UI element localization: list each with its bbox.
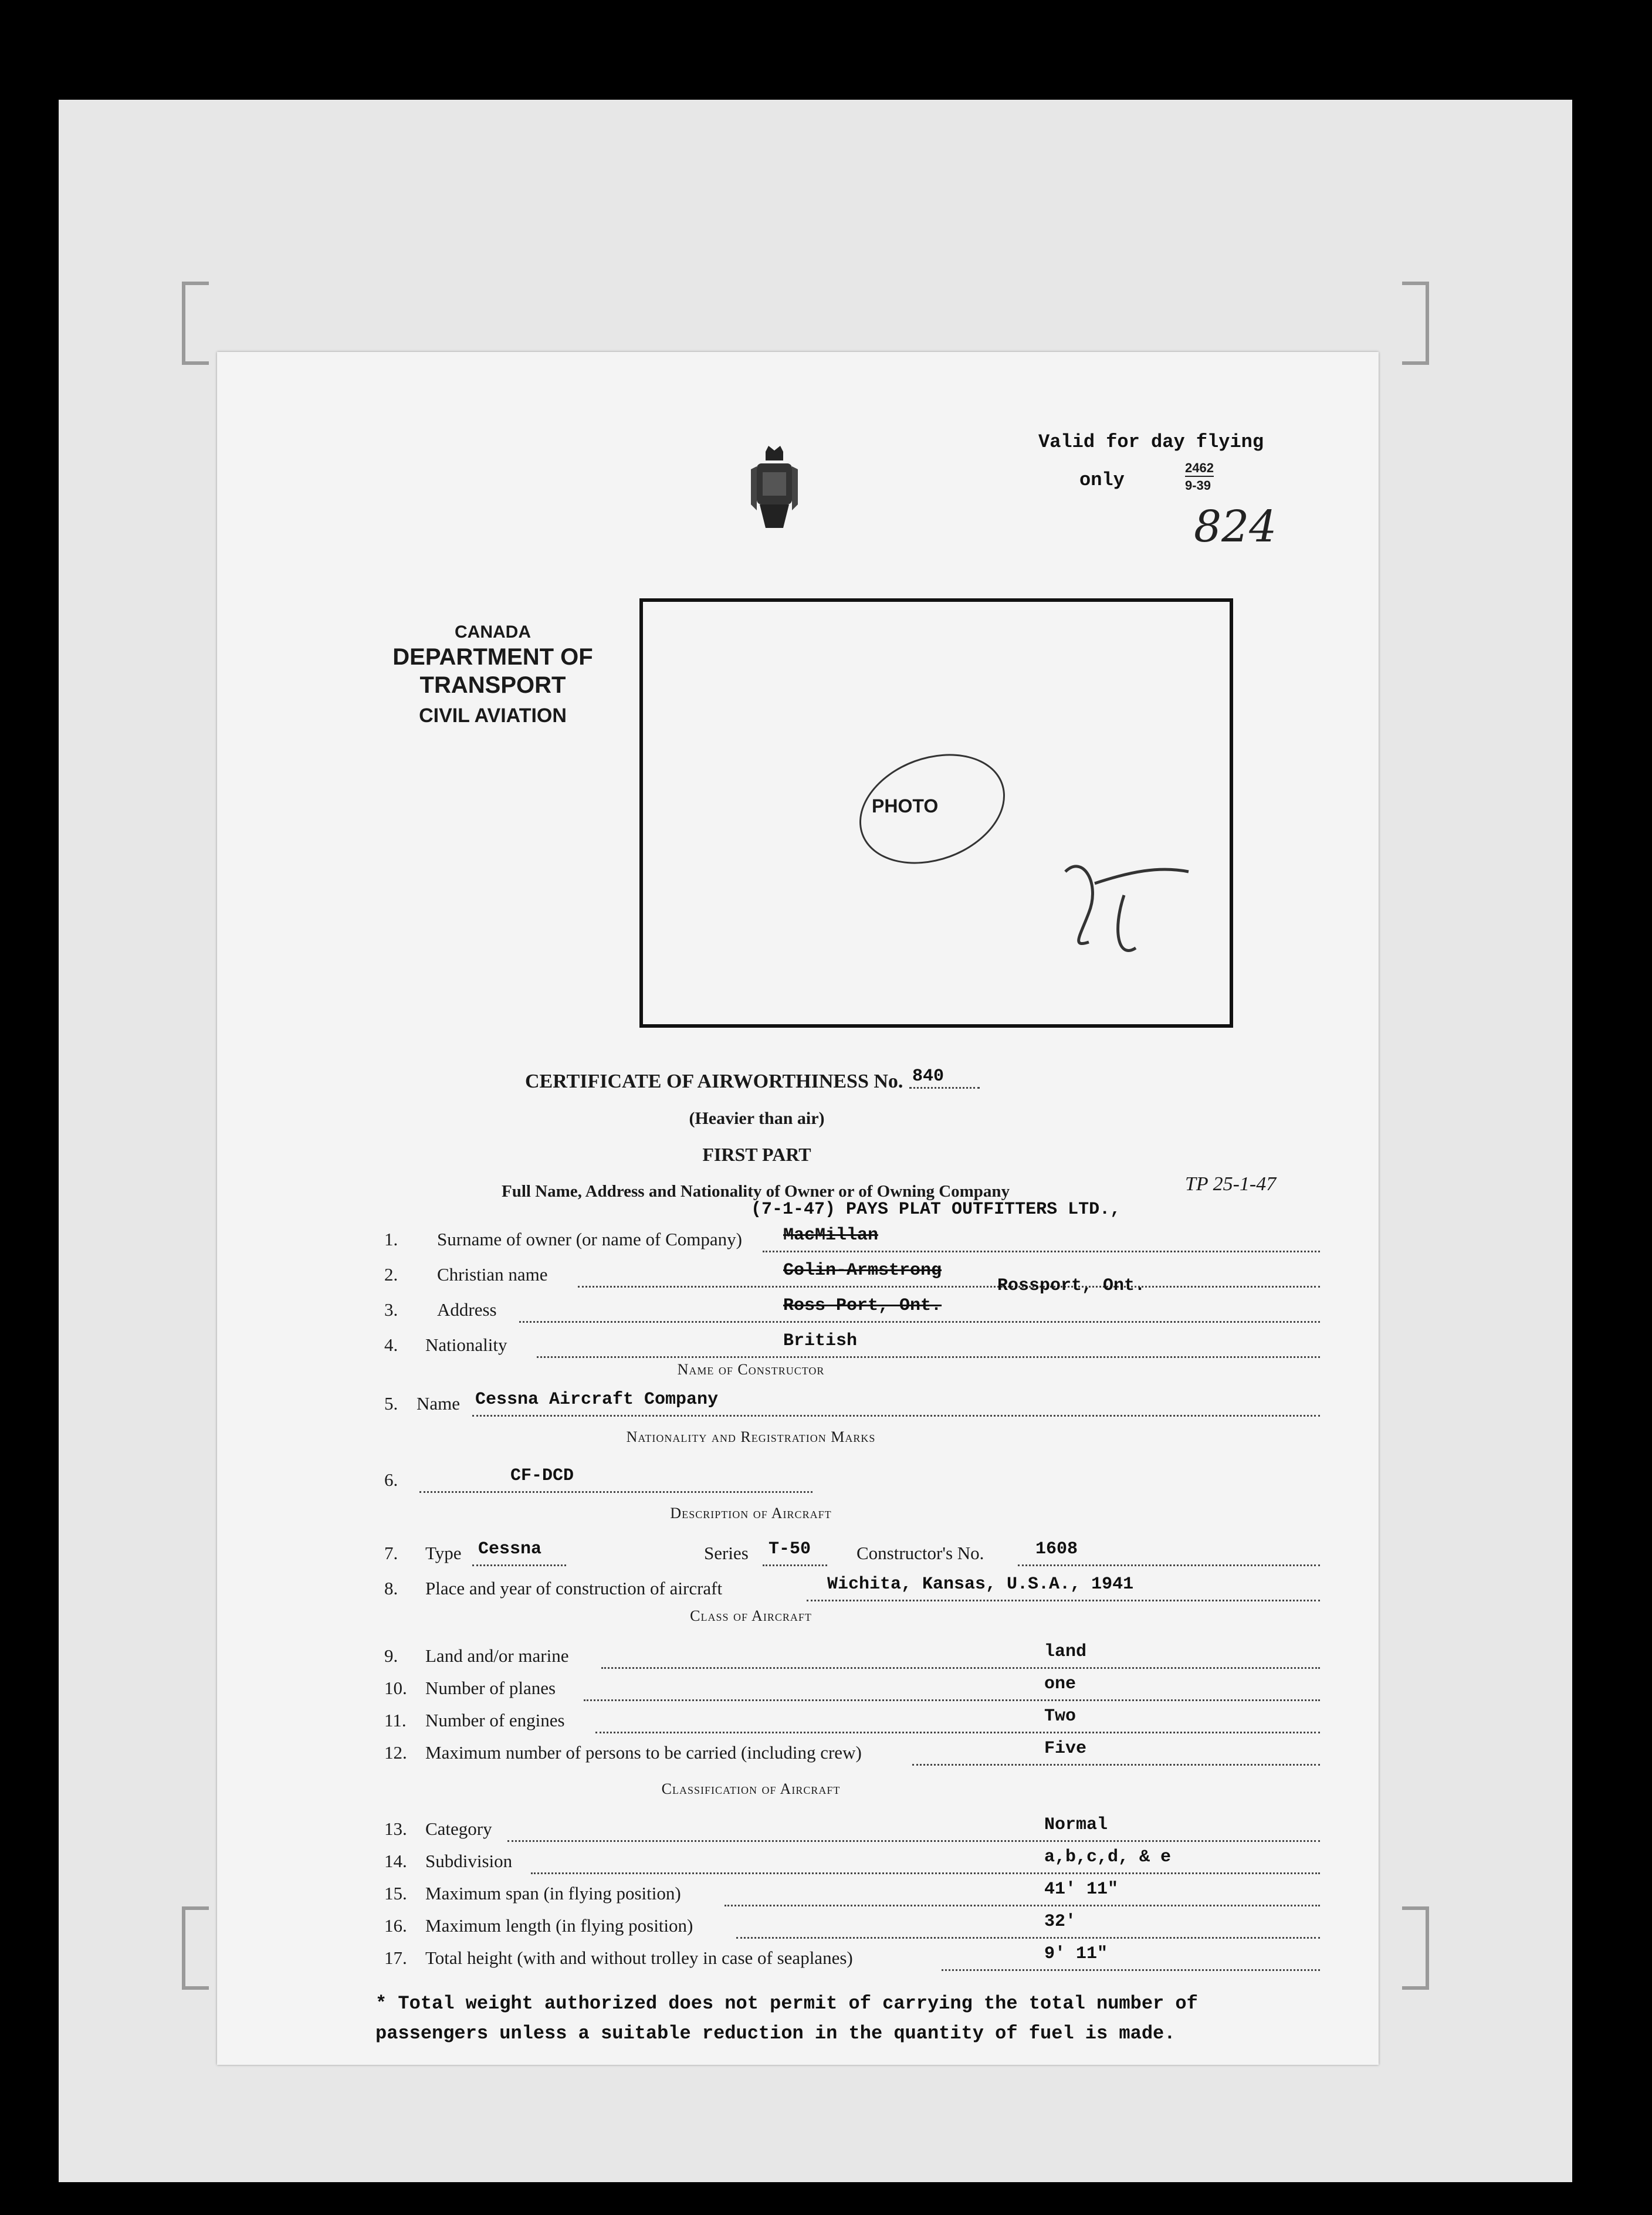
class-row-9 [384, 1642, 1323, 1672]
department-line2: TRANSPORT [419, 672, 566, 698]
form-number: 2462 [1185, 460, 1214, 477]
handwritten-initials [1048, 848, 1200, 966]
row-number: 9. [384, 1645, 398, 1666]
row-label: Name [417, 1393, 461, 1414]
department-header [370, 622, 616, 728]
land-marine-value: land [1044, 1642, 1087, 1662]
row-label: Place and year of construction of aircraft [425, 1578, 723, 1598]
dotted-line [537, 1356, 1320, 1358]
registration-row [384, 1466, 1323, 1496]
description-heading: Description of Aircraft [670, 1505, 832, 1522]
owner-update: (7-1-47) PAYS PLAT OUTFITTERS LTD., [751, 1200, 1121, 1220]
crop-mark-bottom-left [182, 1906, 209, 1990]
row-label: Surname of owner (or name of Company) [437, 1229, 742, 1249]
dotted-line [584, 1699, 1320, 1701]
length-value: 32' [1044, 1912, 1076, 1932]
royal-crest-icon [748, 446, 801, 534]
row-label: Land and/or marine [425, 1645, 569, 1666]
series-value: T-50 [769, 1539, 811, 1559]
classification-heading: Classification of Aircraft [661, 1780, 841, 1797]
crop-mark-top-left [182, 282, 209, 365]
row-number: 12. [384, 1742, 407, 1763]
weight-footnote [375, 1989, 1373, 2048]
dotted-line [763, 1564, 827, 1566]
dotted-line [942, 1969, 1320, 1971]
owner-heading: Full Name, Address and Nationality of Owner or of Owning Company [502, 1182, 1010, 1201]
dotted-line [736, 1937, 1320, 1939]
dotted-line [507, 1840, 1320, 1842]
footnote-line1: Total weight authorized does not permit of carrying the total number of [398, 1993, 1198, 2014]
persons-value: Five [1044, 1739, 1087, 1759]
dotted-line [472, 1564, 566, 1566]
row-number: 4. [384, 1335, 398, 1355]
certificate-title: CERTIFICATE OF AIRWORTHINESS No. [525, 1071, 903, 1092]
dotted-line [725, 1905, 1320, 1906]
certificate-document [217, 352, 1379, 2065]
constructor-row [384, 1390, 1323, 1420]
row-number: 3. [384, 1299, 398, 1320]
engines-value: Two [1044, 1706, 1076, 1726]
address-correction: Rossport, Ont. [997, 1276, 1146, 1296]
owner-row-1 [384, 1225, 1323, 1256]
department-line1: DEPARTMENT OF [392, 644, 593, 670]
class-row-12 [384, 1739, 1323, 1769]
address-value: Ross Port, Ont. [783, 1296, 942, 1316]
owner-row-2 [384, 1261, 1323, 1291]
constructor-value: Cessna Aircraft Company [475, 1390, 719, 1410]
row-number: 1. [384, 1229, 398, 1249]
registration-heading: Nationality and Registration Marks [626, 1428, 876, 1445]
planes-value: one [1044, 1674, 1076, 1694]
place-value: Wichita, Kansas, U.S.A., 1941 [827, 1574, 1134, 1594]
registration-value: CF-DCD [510, 1466, 574, 1486]
nationality-value: British [783, 1331, 858, 1351]
dotted-line [472, 1415, 1320, 1417]
dotted-line [763, 1251, 1320, 1252]
country: CANADA [455, 622, 531, 642]
row-label: Nationality [425, 1335, 507, 1355]
row-label: Number of engines [425, 1710, 565, 1730]
form-date: 9-39 [1185, 478, 1211, 493]
certificate-subtitle: (Heavier than air) [689, 1109, 825, 1128]
classification-row-14 [384, 1847, 1323, 1878]
row-number: 14. [384, 1851, 407, 1871]
row-number: 8. [384, 1578, 398, 1598]
dotted-line [912, 1764, 1320, 1766]
surname-value: MacMillan [783, 1225, 879, 1245]
row-number: 17. [384, 1948, 407, 1968]
series-label: Series [704, 1543, 749, 1563]
type-value: Cessna [478, 1539, 542, 1559]
row-number: 7. [384, 1543, 398, 1563]
row-number: 11. [384, 1710, 407, 1730]
row-label: Number of planes [425, 1678, 556, 1698]
owner-row-3 [384, 1276, 1323, 1326]
constructor-no-value: 1608 [1035, 1539, 1078, 1559]
row-number: 15. [384, 1883, 407, 1904]
dotted-line [1018, 1564, 1320, 1566]
classification-row-16 [384, 1912, 1323, 1942]
row-number: 6. [384, 1469, 398, 1490]
place-row [384, 1574, 1323, 1605]
validity-line1: Valid for day flying [1038, 431, 1264, 453]
division: CIVIL AVIATION [419, 705, 567, 727]
owner-initials: TP 25-1-47 [1185, 1173, 1277, 1195]
row-number: 5. [384, 1393, 398, 1414]
class-row-10 [384, 1674, 1323, 1705]
crop-mark-top-right [1402, 282, 1429, 365]
photo-box [639, 598, 1233, 1028]
row-label: Subdivision [425, 1851, 513, 1871]
type-row [384, 1539, 1323, 1570]
dotted-line [531, 1872, 1320, 1874]
row-label: Christian name [437, 1264, 548, 1285]
crop-mark-bottom-right [1402, 1906, 1429, 1990]
first-part: FIRST PART [702, 1144, 811, 1165]
row-label: Category [425, 1818, 492, 1839]
classification-row-17 [384, 1944, 1323, 1974]
dotted-line [419, 1491, 813, 1493]
row-number: 2. [384, 1264, 398, 1285]
dotted-line [807, 1600, 1320, 1601]
owner-row-4 [384, 1331, 1323, 1361]
row-number: 10. [384, 1678, 407, 1698]
row-label: Type [425, 1543, 462, 1563]
row-number: 13. [384, 1818, 407, 1839]
handwritten-number: 824 [1194, 502, 1277, 552]
row-label: Maximum length (in flying position) [425, 1915, 693, 1936]
row-label: Address [437, 1299, 497, 1320]
footnote-mark: * [375, 1993, 387, 2014]
classification-row-15 [384, 1879, 1323, 1910]
certificate-number: 840 [912, 1066, 945, 1086]
footnote-line2: passengers unless a suitable reduction in the quantity of fuel is made. [375, 2023, 1176, 2045]
photo-label: PHOTO [872, 795, 939, 817]
christian-name-value: Colin-Armstrong [783, 1261, 942, 1281]
class-row-11 [384, 1706, 1323, 1737]
category-value: Normal [1044, 1815, 1108, 1835]
classification-row-13 [384, 1815, 1323, 1845]
row-number: 16. [384, 1915, 407, 1936]
validity-line2: only [1079, 469, 1125, 491]
subdivision-value: a,b,c,d, & e [1044, 1847, 1172, 1867]
row-label: Maximum number of persons to be carried (including crew) [425, 1742, 862, 1763]
row-label: Maximum span (in flying position) [425, 1883, 681, 1904]
row-label: Total height (with and without trolley in case of seaplanes) [425, 1948, 853, 1968]
certificate-number-line [909, 1087, 980, 1089]
constructor-heading: Name of Constructor [677, 1361, 825, 1378]
span-value: 41' 11" [1044, 1879, 1119, 1899]
class-heading: Class of Aircraft [690, 1607, 812, 1624]
height-value: 9' 11" [1044, 1944, 1108, 1964]
dotted-line [578, 1286, 1320, 1288]
dotted-line [595, 1732, 1320, 1733]
dotted-line [519, 1321, 1320, 1323]
dotted-line [601, 1667, 1320, 1669]
constructor-no-label: Constructor's No. [857, 1543, 984, 1563]
